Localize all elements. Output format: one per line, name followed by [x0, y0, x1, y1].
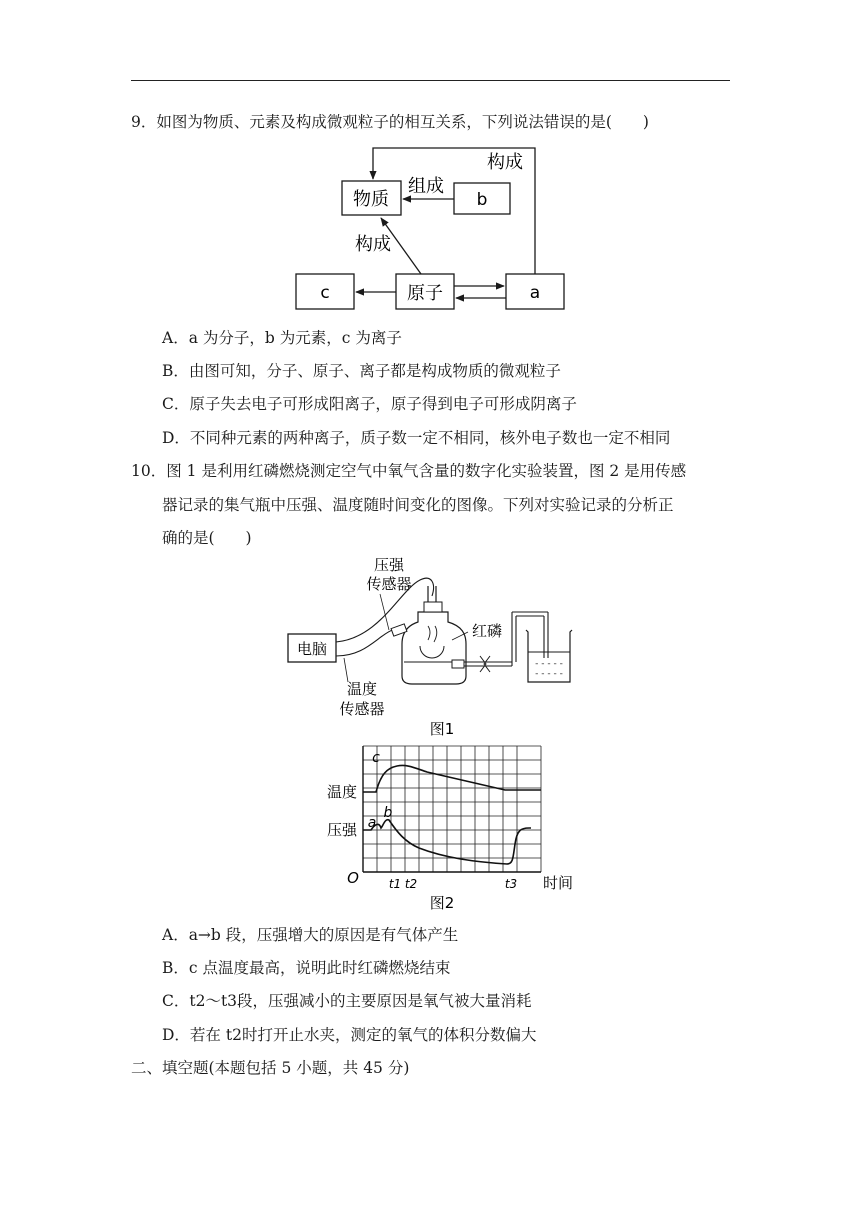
fig2-caption: 图2 — [429, 894, 455, 912]
time-axis-label: 时间 — [543, 874, 574, 892]
gas-bottle — [402, 612, 466, 684]
svg-text:- - - - -: - - - - - — [535, 669, 563, 679]
point-c-label: c — [372, 750, 380, 766]
q10-stem-line2: 器记录的集气瓶中压强、温度随时间变化的图像。下列对实验记录的分析正 — [162, 496, 674, 514]
label-compose-mid: 构成 — [355, 234, 391, 255]
temp-sensor-label-2: 传感器 — [339, 700, 385, 718]
label-form: 组成 — [408, 176, 444, 197]
q9-stem: 9．如图为物质、元素及构成微观粒子的相互关系，下列说法错误的是( ) — [131, 113, 649, 131]
q9-option-d: D．不同种元素的两种离子，质子数一定不相同，核外电子数也一定不相同 — [162, 429, 671, 447]
q10-option-a: A．a→b 段，压强增大的原因是有气体产生 — [162, 926, 459, 944]
temperature-axis-label: 温度 — [326, 783, 357, 801]
b-label: b — [476, 190, 488, 210]
bottle-stopper — [424, 602, 442, 612]
top-rule — [131, 80, 730, 81]
q9-option-b: B．由图可知，分子、原子、离子都是构成物质的微观粒子 — [162, 362, 561, 380]
pressure-axis-label: 压强 — [326, 821, 357, 839]
temperature-cable — [336, 628, 400, 656]
point-b-label: b — [383, 805, 393, 821]
q10-option-b: B．c 点温度最高，说明此时红磷燃烧结束 — [162, 959, 451, 977]
water-stop-clamp — [480, 656, 490, 672]
q9-relation-diagram — [285, 140, 585, 318]
fig2-sensor-graph — [315, 740, 575, 918]
q10-option-d: D．若在 t2时打开止水夹，测定的氧气的体积分数偏大 — [162, 1026, 537, 1044]
point-a-label: a — [367, 815, 377, 831]
computer-label: 电脑 — [296, 640, 328, 658]
a-label: a — [529, 283, 541, 303]
q10-stem-line3: 确的是( ) — [162, 529, 252, 547]
temp-sensor-label-1: 温度 — [346, 680, 378, 698]
section-2-heading: 二、填空题(本题包括 5 小题，共 45 分) — [131, 1059, 410, 1077]
t2-label: t2 — [404, 877, 418, 891]
pressure-sensor-label-1: 压强 — [373, 556, 405, 574]
q10-stem-line1: 10．图 1 是利用红磷燃烧测定空气中氧气含量的数字化实验装置，图 2 是用传感 — [131, 462, 687, 480]
t3-label: t3 — [504, 877, 518, 891]
q10-option-c: C．t2～t3段，压强减小的主要原因是氧气被大量消耗 — [162, 992, 532, 1010]
fig1-caption: 图1 — [429, 720, 455, 738]
svg-text:- - - - -: - - - - - — [535, 659, 563, 669]
q9-option-c: C．原子失去电子可形成阳离子，原子得到电子可形成阴离子 — [162, 395, 577, 413]
q9-option-a: A．a 为分子，b 为元素，c 为离子 — [162, 329, 402, 347]
red-phosphorus-label: 红磷 — [472, 622, 503, 640]
temp-sensor-pointer — [344, 658, 348, 682]
fig1-apparatus — [280, 550, 580, 740]
t1-label: t1 — [388, 877, 402, 891]
substance-label: 物质 — [353, 189, 389, 210]
origin-label: O — [347, 869, 359, 887]
c-label: c — [320, 283, 330, 303]
pressure-sensor-label-2: 传感器 — [366, 575, 412, 593]
label-compose-top: 构成 — [487, 152, 523, 173]
atom-label: 原子 — [407, 283, 443, 304]
